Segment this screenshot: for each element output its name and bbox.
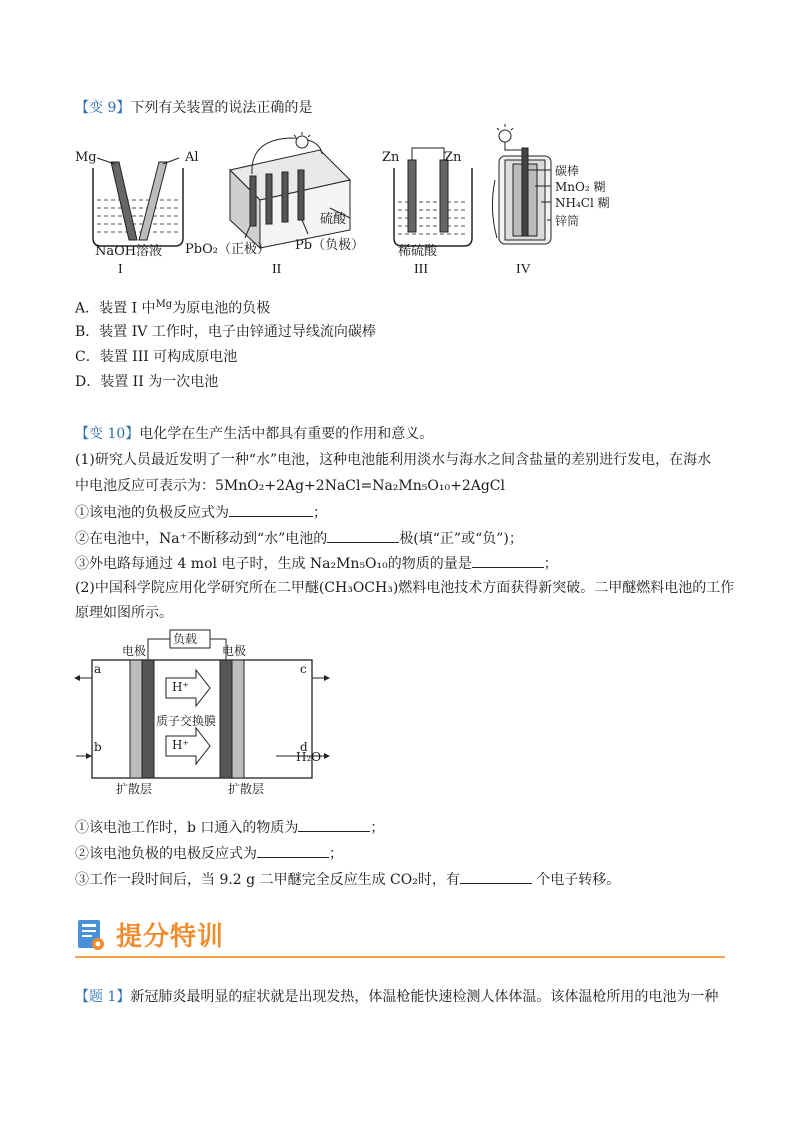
q9-option-c <box>75 347 237 367</box>
q9-tag: 【变 9】 <box>75 100 131 116</box>
q10-p1-line2-pre: 中电池反应可表示为： <box>75 478 215 494</box>
label-port-b: b <box>94 740 102 754</box>
q10-p2-line1: (2)中国科学院应用化学研究所在二甲醚(CH₃OCH₃)燃料电池技术方面获得新突破。二甲醚燃料电池的工作 <box>75 580 735 596</box>
option-letter: D． <box>75 374 101 390</box>
q10-sub-4-end: ； <box>370 820 385 836</box>
q9-stem-line <box>75 98 312 118</box>
roman-2: II <box>272 262 282 277</box>
section-title: 提分特训 <box>116 922 225 952</box>
label-zn-right: Zn <box>444 150 462 165</box>
q10-sub-6-end: 个电子转移。 <box>531 872 621 888</box>
answer-blank[interactable] <box>472 553 544 568</box>
q10-sub-3 <box>75 553 558 574</box>
label-port-d: d <box>300 740 308 754</box>
label-proton-exchange-membrane: 质子交换膜 <box>156 714 217 728</box>
t1-tag: 【题 1】 <box>75 989 131 1005</box>
answer-blank[interactable] <box>229 502 313 517</box>
label-h-plus-bottom: H⁺ <box>172 738 189 752</box>
q10-sub-4-text: ①该电池工作时，b 口通入的物质为 <box>75 820 299 836</box>
q10-sub-1-text: ①该电池的负极反应式为 <box>75 505 229 521</box>
figure-device-4 <box>485 120 615 255</box>
roman-1: I <box>118 262 123 277</box>
answer-blank[interactable] <box>257 843 329 858</box>
q10-sub-3-end: ； <box>543 556 558 572</box>
option-b-text: 装置 IV 工作时，电子由锌通过导线流向碳棒 <box>99 324 376 340</box>
q9-option-d <box>75 372 218 392</box>
option-a-mg: Mg <box>155 299 173 310</box>
label-carbon-rod: 碳棒 <box>555 164 580 178</box>
label-zn-left: Zn <box>382 150 400 165</box>
label-pbo2-positive: PbO₂（正极） <box>185 242 270 257</box>
q10-sub-6-text: ③工作一段时间后，当 9.2 g 二甲醚完全反应生成 CO₂时，有 <box>75 872 460 888</box>
label-nh4cl-paste: NH₄Cl 糊 <box>555 196 610 210</box>
label-sulfuric-acid: 硫酸 <box>320 212 347 227</box>
q10-sub-5-end: ； <box>329 846 343 862</box>
q10-stem-line <box>75 424 433 444</box>
label-mg: Mg <box>75 150 97 165</box>
section-divider <box>75 956 725 958</box>
q10-sub-2-text: ②在电池中，Na⁺不断移动到“水”电池的 <box>75 531 328 547</box>
label-zinc-can: 锌筒 <box>555 214 580 228</box>
option-c-text: 装置 III 可构成原电池 <box>99 349 238 365</box>
option-a-text-pre: 装置 I 中 <box>99 300 156 317</box>
label-port-a: a <box>94 662 102 676</box>
fuel-cell-diagram <box>72 620 332 800</box>
label-h-plus-top: H⁺ <box>172 680 189 694</box>
figure-device-2 <box>185 130 380 260</box>
label-port-c: c <box>300 662 307 676</box>
label-electrode-left: 电极 <box>122 644 147 658</box>
t1-text: 新冠肺炎最明显的症状就是出现发热，体温枪能快速检测人体体温。该体温枪所用的电池为一种 <box>130 989 719 1005</box>
q10-sub-5 <box>75 843 343 864</box>
q10-p1-line2 <box>75 476 505 496</box>
label-al: Al <box>185 150 199 165</box>
q10-sub-6 <box>75 869 620 890</box>
option-letter: B． <box>75 324 100 340</box>
option-letter: A． <box>75 300 100 317</box>
q10-stem: 电化学在生产生活中都具有重要的作用和意义。 <box>139 426 434 442</box>
q9-option-b <box>75 322 376 342</box>
label-diffusion-layer-right: 扩散层 <box>228 782 265 796</box>
option-a-text-post: 为原电池的负极 <box>172 300 271 317</box>
q10-tag: 【变 10】 <box>75 426 140 442</box>
q10-sub-1 <box>75 502 327 523</box>
figure-device-3 <box>380 140 490 280</box>
q10-p2-line2: 原理如图所示。 <box>75 605 173 621</box>
option-d-text: 装置 II 为一次电池 <box>100 374 219 390</box>
fuel-cell-schematic <box>72 620 332 800</box>
t1-line <box>75 987 718 1007</box>
q10-sub-2 <box>75 528 523 549</box>
option-letter: C． <box>75 349 100 365</box>
label-mno2-paste: MnO₂ 糊 <box>555 180 606 194</box>
label-load: 负载 <box>173 632 198 646</box>
q10-sub-3-text: ③外电路每通过 4 mol 电子时，生成 Na₂Mn₅O₁₀的物质的量是 <box>75 556 472 572</box>
q10-sub-5-text: ②该电池负极的电极反应式为 <box>75 846 257 862</box>
notebook-icon <box>76 918 106 952</box>
roman-3: III <box>414 262 428 277</box>
answer-blank[interactable] <box>460 869 532 884</box>
q9-option-a <box>75 295 270 319</box>
label-dilute-sulfuric-acid: 稀硫酸 <box>398 244 438 259</box>
q10-p1-line1: (1)研究人员最近发明了一种“水”电池，这种电池能利用淡水与海水之间含盐量的差别进行发电，在海水 <box>75 452 712 468</box>
q10-sub-1-end: ； <box>313 505 327 521</box>
answer-blank[interactable] <box>327 528 399 543</box>
label-diffusion-layer-left: 扩散层 <box>116 782 153 796</box>
label-water-output: H₂O <box>296 750 322 764</box>
reaction-equation: 5MnO₂+2Ag+2NaCl=Na₂Mn₅O₁₀+2AgCl <box>215 478 505 494</box>
label-electrode-right: 电极 <box>222 644 247 658</box>
answer-blank[interactable] <box>298 817 370 832</box>
label-naoh-solution: NaOH溶液 <box>95 244 163 259</box>
figure-device-1 <box>75 140 205 280</box>
label-pb-negative: Pb（负极） <box>295 238 365 253</box>
q10-sub-4 <box>75 817 384 838</box>
roman-4: IV <box>516 262 531 277</box>
q9-stem: 下列有关装置的说法正确的是 <box>130 100 313 116</box>
q10-sub-2-end: 极(填“正”或“负”)； <box>399 531 523 547</box>
